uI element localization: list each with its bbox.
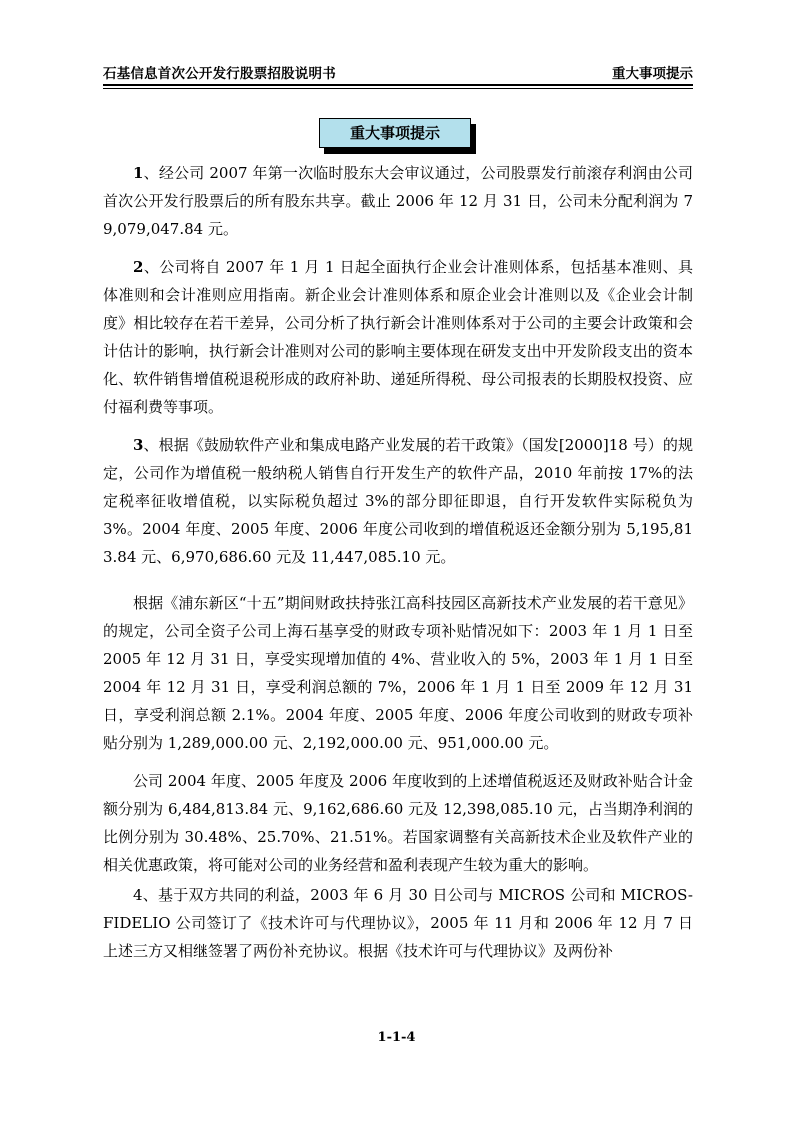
paragraph-text: 4、基于双方共同的利益，2003 年 6 月 30 日公司与 MICROS 公司和 MICROS-FIDELIO 公司签订了《技术许可与代理协议》，2005 年 11 月和 2006 年 12 月 7 日上述三方又相继签署了两份补充协议。根据《技术许可与代理协议》及两份补 (103, 886, 693, 960)
paragraph-text: 根据《浦东新区“十五”期间财政扶持张江高科技园区高新技术产业发展的若干意见》的规定，公司全资子公司上海石基享受的财政专项补贴情况如下：2003 年 1 月 1 日至 2005 年 12 月 31 日，享受实现增加值的 4%、营业收入的 5%，2003 年 1 月 1 日至 2004 年 12 月 31 日，享受利润总额的 7%，2006 年 1 月 1 日至 2009 年 12 月 31 日，享受利润总额 2.1%。2004 年度、2005 年度、2006 年度公司收到的财政专项补贴分别为 1,289,000.00 元、2,192,000.00 元、951,000.00 元。 (103, 594, 693, 752)
page-header (103, 62, 693, 84)
body-content (103, 159, 693, 965)
paragraph-text: 、经公司 2007 年第一次临时股东大会审议通过，公司股票发行前滚存利润由公司首次公开发行股票后的所有股东共享。截止 2006 年 12 月 31 日，公司未分配利润为 79,079,047.84 元。 (103, 164, 693, 238)
page-number: 1-1-4 (377, 1030, 416, 1045)
paragraph-2 (103, 253, 693, 421)
paragraph-5 (103, 767, 693, 879)
paragraph-3 (103, 431, 693, 571)
section-title: 重大事项提示 (319, 118, 471, 148)
paragraph-6 (103, 881, 693, 965)
paragraph-1 (103, 159, 693, 243)
header-document-title: 石基信息首次公开发行股票招股说明书 (103, 66, 336, 82)
paragraph-text: 公司 2004 年度、2005 年度及 2006 年度收到的上述增值税返还及财政补贴合计金额分别为 6,484,813.84 元、9,162,686.60 元及 12,398,085.10 元，占当期净利润的比例分别为 30.48%、25.70%、21.51%。若国家调整有关高新技术企业及软件产业的相关优惠政策，将可能对公司的业务经营和盈利表现产生较为重大的影响。 (103, 772, 693, 874)
paragraph-4 (103, 589, 693, 757)
paragraph-number: 2 (133, 258, 144, 276)
paragraph-number: 3 (133, 436, 144, 454)
paragraph-text: 、根据《鼓励软件产业和集成电路产业发展的若干政策》（国发[2000]18 号）的规定，公司作为增值税一般纳税人销售自行开发生产的软件产品，2010 年前按 17%的法定税率征收增值税，以实际税负超过 3%的部分即征即退，自行开发软件实际税负为 3%。2004 年度、2005 年度、2006 年度公司收到的增值税返还金额分别为 5,195,813.84 元、6,970,686.60 元及 11,447,085.10 元。 (103, 436, 693, 566)
header-divider (103, 84, 693, 89)
paragraph-text: 、公司将自 2007 年 1 月 1 日起全面执行企业会计准则体系，包括基本准则、具体准则和会计准则应用指南。新企业会计准则体系和原企业会计准则以及《企业会计制度》相比较存在若干差异，公司分析了执行新会计准则体系对于公司的主要会计政策和会计估计的影响，执行新会计准则对公司的影响主要体现在研发支出中开发阶段支出的资本化、软件销售增值税退税形成的政府补助、递延所得税、母公司报表的长期股权投资、应付福利费等事项。 (103, 258, 693, 416)
paragraph-number: 1 (133, 164, 144, 182)
header-section-title: 重大事项提示 (612, 66, 693, 82)
